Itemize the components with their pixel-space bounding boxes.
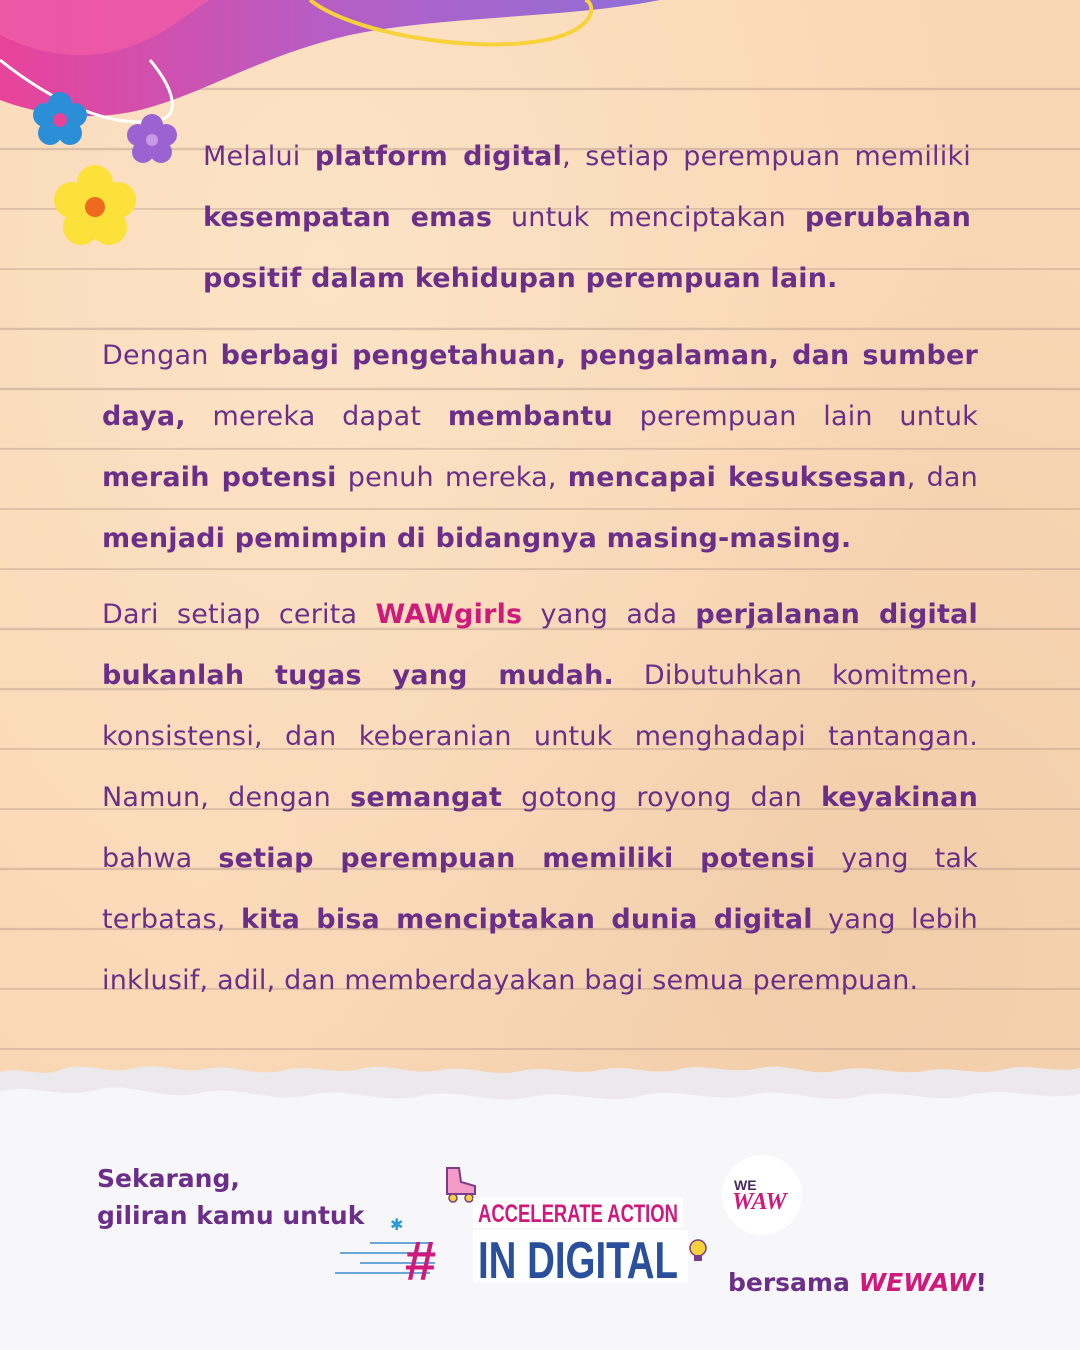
emphasis-text: keyakinan	[820, 782, 978, 813]
body-text: bahwa	[102, 843, 219, 874]
body-text: perempuan lain untuk	[612, 401, 978, 432]
bersama-suffix: !	[975, 1268, 987, 1297]
paragraph-journey	[102, 584, 978, 1011]
wewaw-logo	[722, 1155, 802, 1235]
accelerate-action-logo	[330, 1158, 720, 1298]
emphasis-text: kita bisa menciptakan dunia digital	[240, 904, 813, 935]
slogan	[97, 1160, 364, 1234]
body-text: yang tak terbatas,	[102, 843, 978, 935]
logo-we-text: WE	[734, 1177, 757, 1193]
paragraph-sharing	[102, 325, 978, 569]
logo-waw-text: WAW	[732, 1189, 787, 1215]
body-text: mereka dapat	[185, 401, 448, 432]
roller-skate-icon	[447, 1168, 475, 1202]
bersama-prefix: bersama	[728, 1268, 859, 1297]
lightbulb-icon	[690, 1240, 706, 1261]
paragraph-intro	[203, 126, 971, 309]
bersama-brand: WEWAW	[858, 1268, 976, 1297]
body-text: Dibutuhkan komitmen, konsistensi, dan keberanian untuk menghadapi tantangan. Namun, dengan	[102, 660, 978, 813]
emphasis-text: mencapai kesuksesan	[567, 462, 907, 493]
body-text: , setiap perempuan memiliki	[562, 141, 971, 172]
emphasis-text: meraih potensi	[102, 462, 337, 493]
slogan-line-2: giliran kamu untuk	[97, 1201, 365, 1230]
hashtag-line-2: IN DIGITAL	[478, 1232, 678, 1290]
emphasis-text: kesempatan emas	[203, 202, 493, 233]
sparkle-icon: ✱	[390, 1215, 404, 1234]
body-text: Melalui	[203, 141, 315, 172]
bersama-wewaw	[728, 1268, 987, 1297]
body-text: Dari setiap cerita	[102, 599, 376, 630]
body-text: Dengan	[102, 340, 221, 371]
hashtag-symbol: #	[405, 1229, 437, 1292]
emphasis-text: berbagi pengetahuan, pengalaman, dan sumber daya,	[102, 340, 978, 432]
body-text: gotong royong dan	[502, 782, 821, 813]
body-text: penuh mereka,	[336, 462, 568, 493]
emphasis-text: perubahan positif dalam kehidupan perempuan lain.	[203, 202, 972, 294]
emphasis-text: semangat	[350, 782, 503, 813]
hashtag-line-1: ACCELERATE ACTION	[478, 1200, 678, 1228]
emphasis-text: platform digital	[314, 141, 563, 172]
body-text: untuk menciptakan	[492, 202, 805, 233]
body-text: yang lebih inklusif, adil, dan memberdayakan bagi semua perempuan.	[102, 904, 978, 996]
emphasis-text: WAWgirls	[375, 599, 523, 630]
emphasis-text: setiap perempuan memiliki potensi	[218, 843, 816, 874]
slogan-line-1: Sekarang,	[97, 1164, 240, 1193]
body-text: , dan	[906, 462, 978, 493]
emphasis-text: menjadi pemimpin di bidangnya masing-masing.	[102, 523, 852, 554]
flower-yellow-icon	[54, 165, 136, 245]
emphasis-text: membantu	[447, 401, 613, 432]
emphasis-text: perjalanan digital bukanlah tugas yang mudah.	[102, 599, 978, 691]
body-text: yang ada	[522, 599, 696, 630]
